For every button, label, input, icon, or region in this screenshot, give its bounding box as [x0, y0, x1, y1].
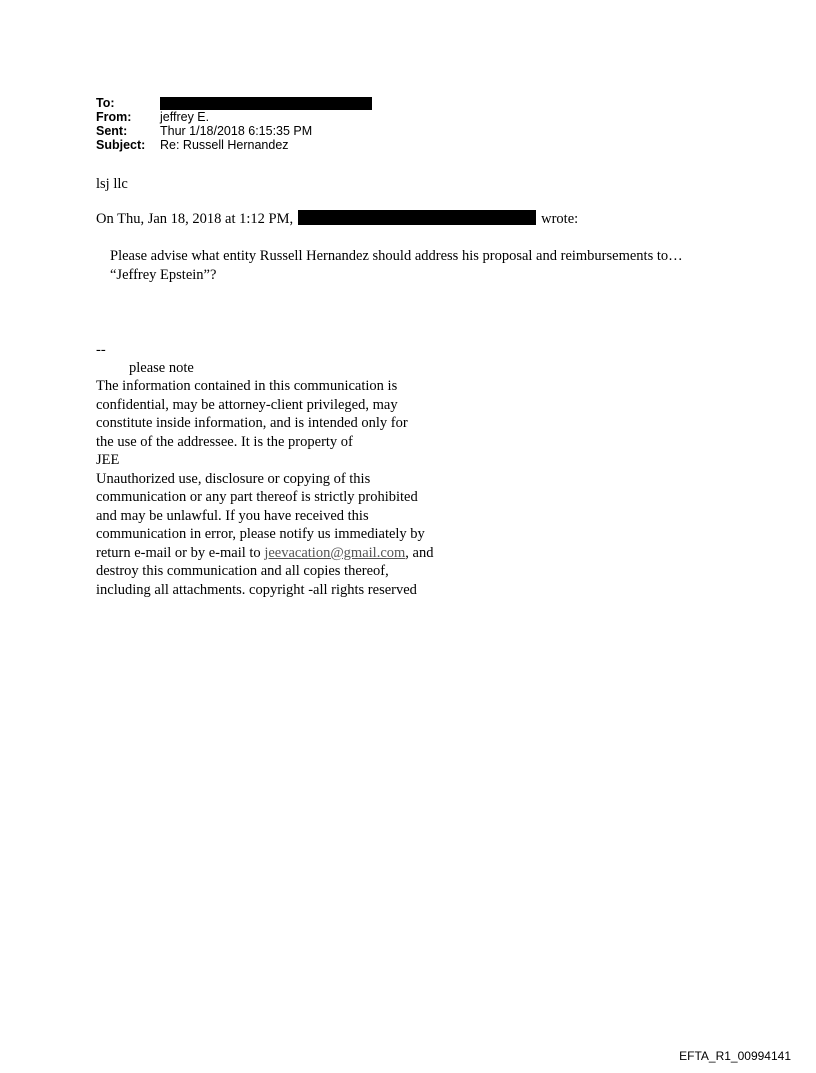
disclaimer-line: confidential, may be attorney-client privileged, may	[96, 396, 398, 413]
quoted-message: Please advise what entity Russell Hernandez should address his proposal and reimbursements to… “Jeffrey Epstein”?	[110, 248, 683, 283]
signature-separator: --	[96, 342, 106, 358]
to-label: To:	[96, 96, 115, 110]
disclaimer-line: communication in error, please notify us immediately by	[96, 526, 425, 542]
sent-value: Thur 1/18/2018 6:15:35 PM	[160, 124, 313, 138]
disclaimer-line: JEE	[96, 452, 120, 468]
from-value: jeffrey E.	[160, 110, 210, 124]
subject-row	[96, 138, 372, 152]
email-header	[96, 96, 372, 152]
sent-row	[96, 124, 372, 138]
disclaimer-line: including all attachments. copyright -all rights reserved	[96, 581, 417, 598]
disclaimer-line: communication or any part thereof is strictly prohibited	[96, 489, 418, 505]
subject-label: Subject:	[96, 138, 146, 152]
disclaimer-line: Unauthorized use, disclosure or copying of this	[96, 470, 371, 487]
return-suffix: , and	[405, 544, 434, 561]
wrote-suffix: wrote:	[541, 211, 579, 227]
from-label: From:	[96, 110, 132, 124]
to-row	[96, 96, 372, 110]
document-id: EFTA_R1_00994141	[679, 1049, 791, 1063]
signature-note: please note	[129, 360, 194, 376]
confidentiality-disclaimer	[96, 377, 496, 599]
disclaimer-line: destroy this communication and all copies thereof,	[96, 563, 389, 579]
wrote-prefix: On Thu, Jan 18, 2018 at 1:12 PM,	[96, 211, 294, 227]
sent-label: Sent:	[96, 124, 128, 138]
redaction-box	[160, 97, 372, 110]
email-link[interactable]: jeevacation@gmail.com	[264, 544, 406, 561]
disclaimer-line: the use of the addressee. It is the property of	[96, 433, 353, 450]
wrote-line	[96, 210, 578, 229]
subject-value: Re: Russell Hernandez	[160, 138, 289, 152]
disclaimer-line: constitute inside information, and is intended only for	[96, 415, 408, 431]
disclaimer-line: The information contained in this communication is	[96, 378, 398, 394]
disclaimer-line: and may be unlawful. If you have received this	[96, 507, 369, 524]
from-row	[96, 110, 372, 124]
disclaimer-email-line	[96, 544, 496, 563]
return-prefix: return e-mail or by e-mail to	[96, 544, 265, 561]
greeting: lsj llc	[96, 176, 128, 192]
redaction-box	[298, 210, 536, 225]
